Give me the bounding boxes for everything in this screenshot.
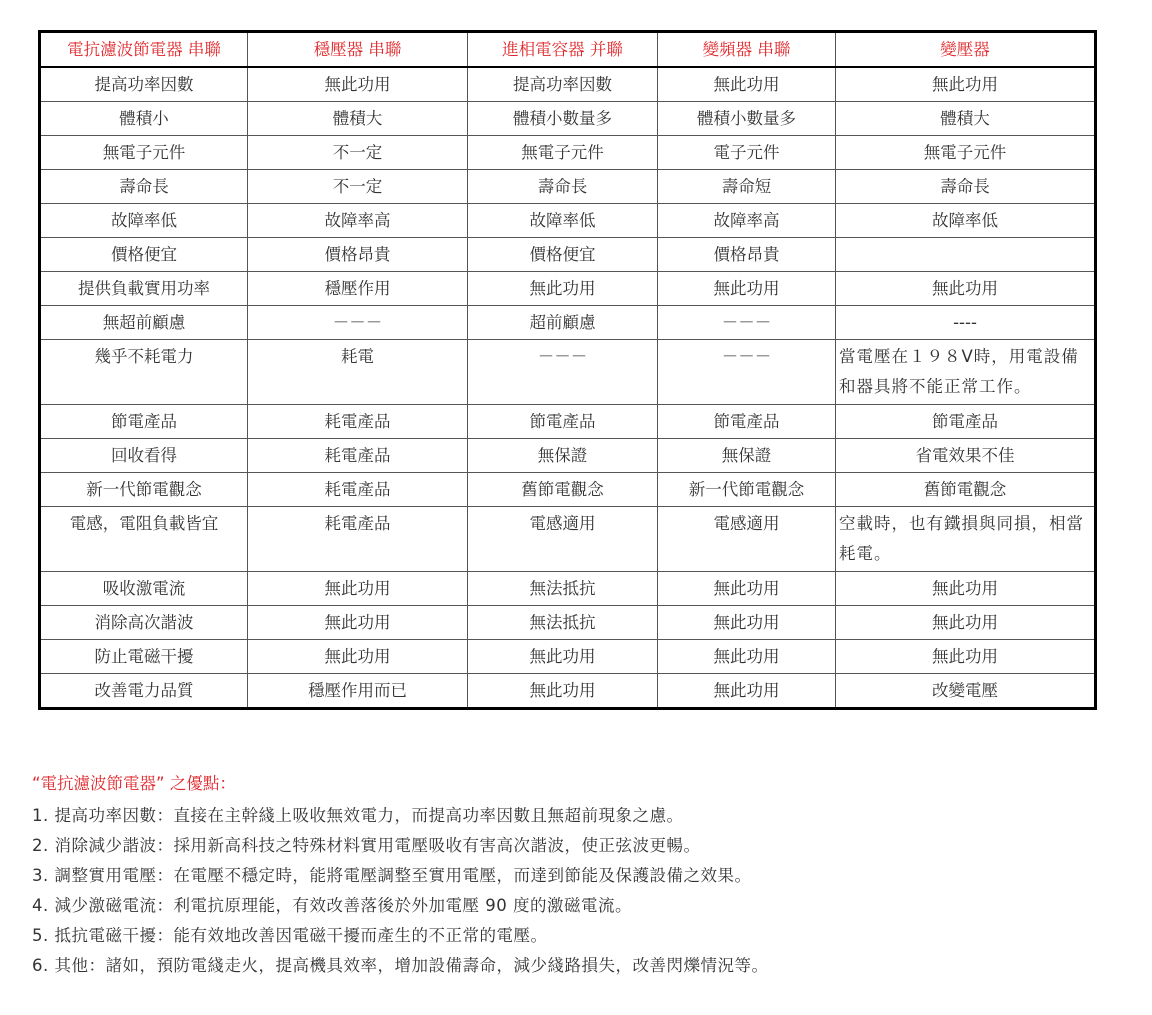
table-row (40, 507, 1096, 572)
table-row (40, 640, 1096, 674)
table-cell: 體積小數量多 (468, 102, 658, 136)
table-cell: 無法抵抗 (468, 606, 658, 640)
comparison-table (38, 30, 1097, 710)
table-cell: 無此功用 (836, 640, 1096, 674)
table-cell: 提供負載實用功率 (40, 272, 248, 306)
table-cell: 壽命長 (836, 170, 1096, 204)
table-cell: 改善電力品質 (40, 674, 248, 709)
table-cell: 舊節電觀念 (468, 473, 658, 507)
advantages-title: “電抗濾波節電器” 之優點： (32, 774, 236, 793)
table-cell: 電感，電阻負載皆宜 (40, 507, 248, 572)
table-cell: 耗電產品 (248, 405, 468, 439)
table-cell: 消除高次諧波 (40, 606, 248, 640)
table-row (40, 238, 1096, 272)
table-cell: 價格昂貴 (248, 238, 468, 272)
table-cell: 故障率低 (468, 204, 658, 238)
table-cell: 耗電產品 (248, 507, 468, 572)
table-cell: 耗電 (248, 340, 468, 405)
header-inverter: 變頻器 串聯 (658, 32, 836, 68)
table-cell: 無此功用 (658, 674, 836, 709)
table-cell: 故障率高 (248, 204, 468, 238)
header-voltage-stabilizer: 穩壓器 串聯 (248, 32, 468, 68)
table-cell: 新一代節電觀念 (40, 473, 248, 507)
table-cell: 耗電產品 (248, 439, 468, 473)
table-cell: 無電子元件 (40, 136, 248, 170)
table-cell: 無此功用 (468, 640, 658, 674)
table-row (40, 170, 1096, 204)
table-cell: 體積小 (40, 102, 248, 136)
table-cell: 回收看得 (40, 439, 248, 473)
table-cell: 節電產品 (836, 405, 1096, 439)
table-cell: 節電產品 (658, 405, 836, 439)
table-row (40, 67, 1096, 102)
table-cell: 體積小數量多 (658, 102, 836, 136)
table-cell: 幾乎不耗電力 (40, 340, 248, 405)
table-cell: 無此功用 (248, 640, 468, 674)
table-cell: 電感適用 (468, 507, 658, 572)
table-cell: 無此功用 (836, 272, 1096, 306)
table-cell: 無此功用 (658, 640, 836, 674)
table-cell: 節電產品 (468, 405, 658, 439)
table-cell: 壽命長 (40, 170, 248, 204)
table-cell: 故障率低 (836, 204, 1096, 238)
table-cell: 電子元件 (658, 136, 836, 170)
table-cell: －－－ (468, 340, 658, 405)
table-cell (836, 238, 1096, 272)
table-cell: 省電效果不佳 (836, 439, 1096, 473)
advantage-item: 4. 減少激磁電流：利電抗原理能，有效改善落後於外加電壓 90 度的激磁電流。 (32, 896, 632, 915)
table-row (40, 473, 1096, 507)
table-cell-note: 空載時，也有鐵損與同損，相當耗電。 (836, 507, 1096, 572)
table-cell: －－－ (658, 306, 836, 340)
table-cell: 無此功用 (658, 606, 836, 640)
header-phase-capacitor: 進相電容器 并聯 (468, 32, 658, 68)
table-row (40, 572, 1096, 606)
table-cell: 壽命長 (468, 170, 658, 204)
table-cell: 無保證 (468, 439, 658, 473)
header-reactor-filter-saver: 電抗濾波節電器 串聯 (40, 32, 248, 68)
table-row (40, 204, 1096, 238)
table-cell: 無此功用 (658, 572, 836, 606)
table-cell: 電感適用 (658, 507, 836, 572)
table-cell: ---- (836, 306, 1096, 340)
table-cell: 無此功用 (468, 674, 658, 709)
table-cell: 無此功用 (248, 67, 468, 102)
table-row (40, 136, 1096, 170)
table-cell: 無電子元件 (836, 136, 1096, 170)
table-cell: 無此功用 (836, 67, 1096, 102)
table-row (40, 606, 1096, 640)
table-cell: －－－ (248, 306, 468, 340)
table-cell: 故障率高 (658, 204, 836, 238)
table-row (40, 439, 1096, 473)
table-cell: 無電子元件 (468, 136, 658, 170)
table-cell: 無此功用 (248, 572, 468, 606)
table-header-row (40, 32, 1096, 68)
table-cell: 無此功用 (248, 606, 468, 640)
table-cell: 無此功用 (658, 272, 836, 306)
table-row (40, 674, 1096, 709)
table-row (40, 405, 1096, 439)
table-cell: 耗電產品 (248, 473, 468, 507)
table-row (40, 102, 1096, 136)
table-cell: 節電產品 (40, 405, 248, 439)
table-cell: 體積大 (836, 102, 1096, 136)
table-cell: 價格便宜 (468, 238, 658, 272)
table-cell: 不一定 (248, 170, 468, 204)
table-cell: 價格便宜 (40, 238, 248, 272)
table-row (40, 306, 1096, 340)
table-cell: 舊節電觀念 (836, 473, 1096, 507)
table-cell: 超前顧慮 (468, 306, 658, 340)
table-cell: 無保證 (658, 439, 836, 473)
table-cell: 無此功用 (836, 572, 1096, 606)
table-cell: 無此功用 (658, 67, 836, 102)
advantages-section (32, 772, 1122, 981)
table-cell: 無法抵抗 (468, 572, 658, 606)
table-cell: 無此功用 (468, 272, 658, 306)
table-cell: 提高功率因數 (468, 67, 658, 102)
table-cell: －－－ (658, 340, 836, 405)
table-cell: 新一代節電觀念 (658, 473, 836, 507)
header-transformer: 變壓器 (836, 32, 1096, 68)
advantage-item: 3. 調整實用電壓：在電壓不穩定時，能將電壓調整至實用電壓，而達到節能及保護設備之效果。 (32, 866, 752, 885)
advantage-item: 1. 提高功率因數：直接在主幹綫上吸收無效電力，而提高功率因數且無超前現象之慮。 (32, 806, 684, 825)
table-cell: 價格昂貴 (658, 238, 836, 272)
table-cell: 提高功率因數 (40, 67, 248, 102)
table-cell: 無超前顧慮 (40, 306, 248, 340)
table-cell: 改變電壓 (836, 674, 1096, 709)
table-cell: 無此功用 (836, 606, 1096, 640)
table-cell-note: 當電壓在１９８V時，用電設備和器具將不能正常工作。 (836, 340, 1096, 405)
table-cell: 防止電磁干擾 (40, 640, 248, 674)
table-cell: 壽命短 (658, 170, 836, 204)
advantage-item: 5. 抵抗電磁干擾：能有效地改善因電磁干擾而產生的不正常的電壓。 (32, 926, 548, 945)
table-row (40, 340, 1096, 405)
table-cell: 吸收激電流 (40, 572, 248, 606)
advantage-item: 2. 消除減少諧波：採用新高科技之特殊材料實用電壓吸收有害高次諧波，使正弦波更暢。 (32, 836, 701, 855)
advantage-item: 6. 其他：諸如，預防電綫走火，提高機具效率，增加設備壽命，減少綫路損失，改善閃爍情況等。 (32, 956, 769, 975)
table-cell: 穩壓作用 (248, 272, 468, 306)
table-cell: 故障率低 (40, 204, 248, 238)
table-cell: 不一定 (248, 136, 468, 170)
table-row (40, 272, 1096, 306)
table-cell: 穩壓作用而已 (248, 674, 468, 709)
table-cell: 體積大 (248, 102, 468, 136)
